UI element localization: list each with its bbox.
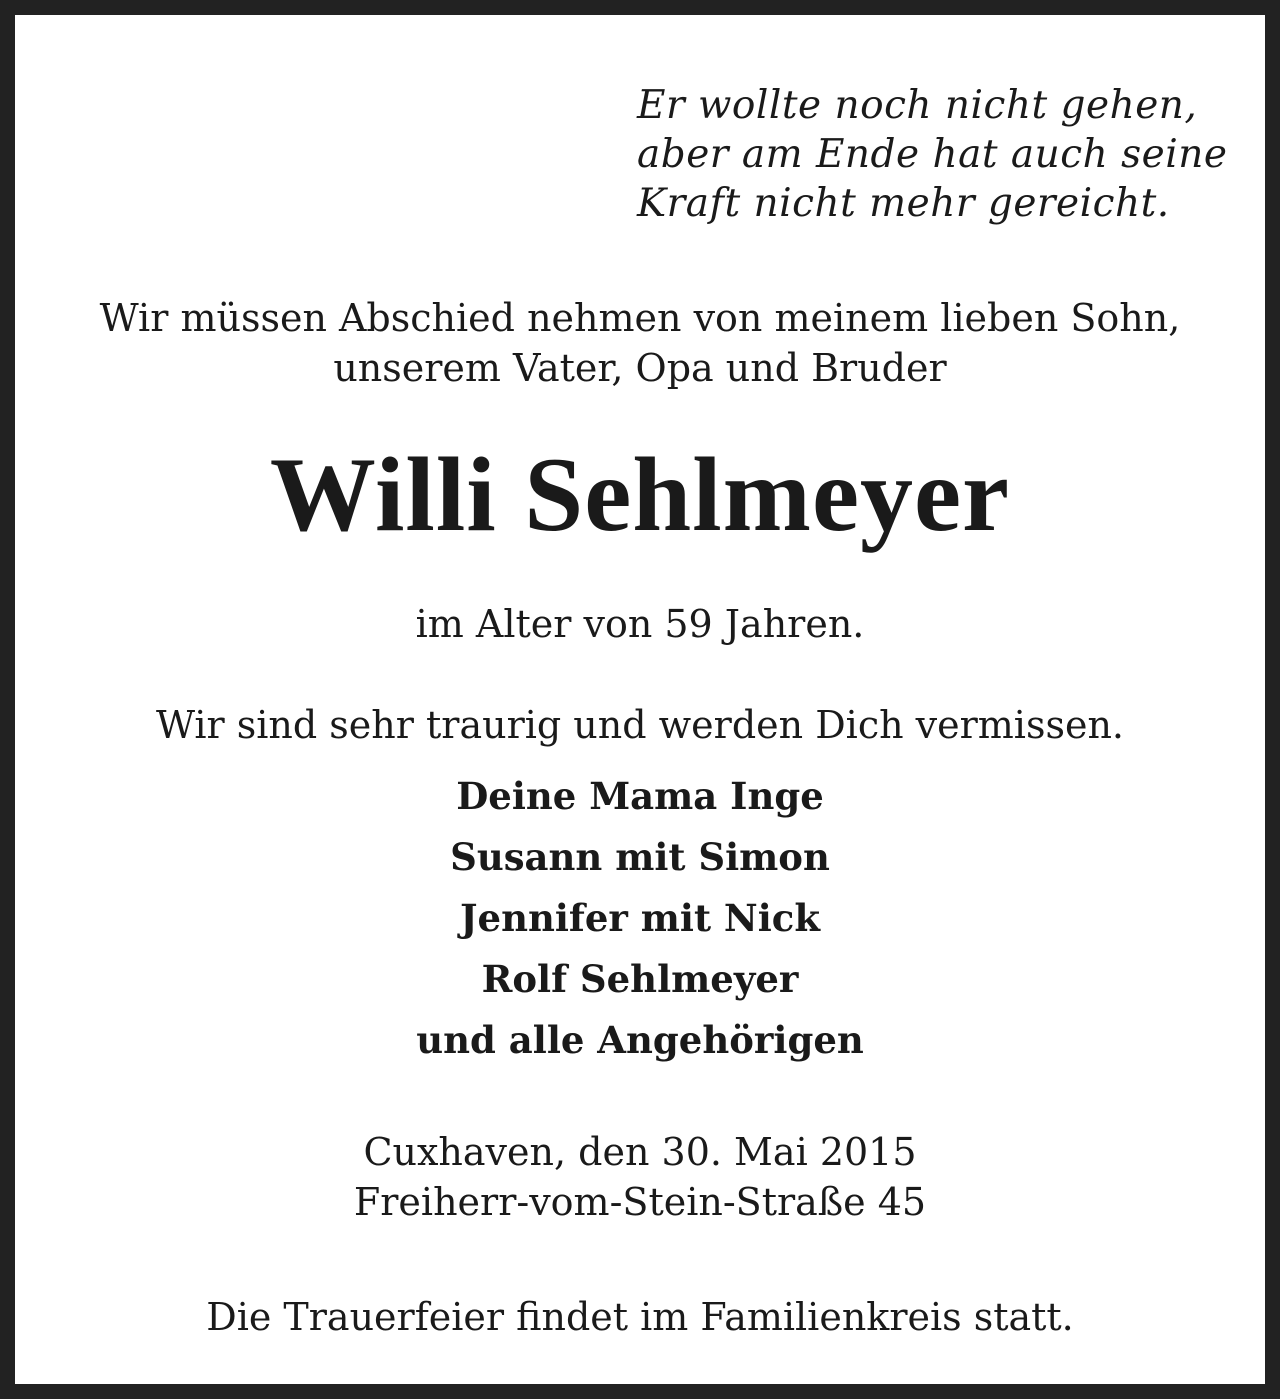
signer-name: Jennifer mit Nick (460, 896, 820, 940)
signer-name: Susann mit Simon (450, 835, 830, 879)
intro-line-1: Wir müssen Abschied nehmen von meinem lieben Sohn, (99, 296, 1181, 340)
signer-name: und alle Angehörigen (416, 1018, 864, 1062)
address: Freiherr-vom-Stein-Straße 45 (353, 1180, 927, 1224)
quote (637, 81, 1257, 228)
signer-name: Deine Mama Inge (456, 774, 824, 818)
deceased-name: Willi Sehlmeyer (269, 436, 1011, 553)
closing-note: Die Trauerfeier findet im Familienkreis statt. (206, 1295, 1074, 1339)
intro-line-2: unserem Vater, Opa und Bruder (333, 346, 947, 390)
place-date: Cuxhaven, den 30. Mai 2015 (363, 1130, 917, 1174)
quote-line: Er wollte noch nicht gehen, (637, 83, 1198, 128)
mourning-message: Wir sind sehr traurig und werden Dich vermissen. (155, 703, 1125, 747)
signer-name: Rolf Sehlmeyer (481, 957, 799, 1001)
quote-line: Kraft nicht mehr gereicht. (637, 181, 1170, 226)
quote-line: aber am Ende hat auch seine (637, 132, 1228, 177)
age-text: im Alter von 59 Jahren. (415, 602, 865, 646)
